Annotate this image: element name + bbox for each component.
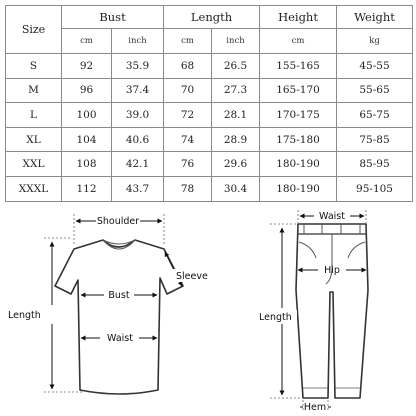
bust-inch-unit: inch bbox=[112, 29, 164, 54]
table-row bbox=[6, 152, 413, 177]
table-row bbox=[6, 176, 413, 201]
length-inch-cell: 29.6 bbox=[212, 152, 260, 177]
size-cell: XXL bbox=[6, 152, 62, 177]
length-inch-cell: 26.5 bbox=[212, 54, 260, 79]
length-inch-cell: 30.4 bbox=[212, 176, 260, 201]
bust-cm-cell: 112 bbox=[62, 176, 112, 201]
weight-unit: kg bbox=[337, 29, 413, 54]
size-chart bbox=[5, 5, 412, 202]
shoulder-label: Shoulder bbox=[96, 216, 140, 227]
sleeve-label: Sleeve bbox=[176, 271, 208, 282]
length-cm-cell: 72 bbox=[164, 103, 212, 128]
size-column-header: Size bbox=[6, 6, 62, 54]
bust-measure bbox=[81, 290, 157, 301]
bust-inch-cell: 43.7 bbox=[112, 176, 164, 201]
size-cell: M bbox=[6, 78, 62, 103]
length-inch-cell: 28.9 bbox=[212, 127, 260, 152]
waist-label: Waist bbox=[107, 333, 133, 344]
table-row bbox=[6, 78, 413, 103]
bust-inch-cell: 40.6 bbox=[112, 127, 164, 152]
bust-cm-cell: 92 bbox=[62, 54, 112, 79]
waist-measure bbox=[81, 333, 157, 344]
pants-illustration bbox=[296, 224, 368, 398]
height-header: Height bbox=[260, 6, 337, 29]
bust-inch-cell: 39.0 bbox=[112, 103, 164, 128]
height-cell: 155-165 bbox=[260, 54, 337, 79]
length-inch-cell: 28.1 bbox=[212, 103, 260, 128]
measurement-diagrams bbox=[0, 200, 416, 416]
weight-cell: 85-95 bbox=[337, 152, 413, 177]
height-cell: 180-190 bbox=[260, 176, 337, 201]
bust-header: Bust bbox=[62, 6, 164, 29]
shirt-length-measure bbox=[6, 238, 82, 392]
hem-measure bbox=[300, 400, 331, 413]
length-inch-cell: 27.3 bbox=[212, 78, 260, 103]
diagram-canvas bbox=[0, 200, 416, 416]
bust-inch-cell: 42.1 bbox=[112, 152, 164, 177]
weight-cell: 55-65 bbox=[337, 78, 413, 103]
table-row bbox=[6, 127, 413, 152]
pants-length-measure bbox=[257, 224, 302, 398]
pants-waist-label: Waist bbox=[319, 211, 345, 222]
weight-cell: 95-105 bbox=[337, 176, 413, 201]
bust-cm-unit: cm bbox=[62, 29, 112, 54]
size-cell: XL bbox=[6, 127, 62, 152]
bust-inch-cell: 35.9 bbox=[112, 54, 164, 79]
length-cm-cell: 68 bbox=[164, 54, 212, 79]
size-cell: XXXL bbox=[6, 176, 62, 201]
length-cm-cell: 78 bbox=[164, 176, 212, 201]
length-cm-cell: 70 bbox=[164, 78, 212, 103]
table-row bbox=[6, 103, 413, 128]
shoulder-measure bbox=[74, 214, 164, 244]
bust-cm-cell: 104 bbox=[62, 127, 112, 152]
length-header: Length bbox=[164, 6, 260, 29]
bust-inch-cell: 37.4 bbox=[112, 78, 164, 103]
bust-cm-cell: 108 bbox=[62, 152, 112, 177]
size-table bbox=[5, 5, 413, 202]
weight-cell: 65-75 bbox=[337, 103, 413, 128]
length-inch-unit: inch bbox=[212, 29, 260, 54]
table-units-row bbox=[6, 29, 413, 54]
weight-cell: 75-85 bbox=[337, 127, 413, 152]
height-cell: 165-170 bbox=[260, 78, 337, 103]
tshirt-illustration bbox=[55, 240, 183, 394]
bust-label: Bust bbox=[108, 290, 130, 301]
table-row bbox=[6, 54, 413, 79]
pants-length-label: Length bbox=[259, 312, 292, 323]
length-cm-cell: 76 bbox=[164, 152, 212, 177]
weight-header: Weight bbox=[337, 6, 413, 29]
hip-label: Hip bbox=[324, 265, 340, 276]
bust-cm-cell: 96 bbox=[62, 78, 112, 103]
sleeve-measure bbox=[165, 252, 208, 286]
height-cell: 170-175 bbox=[260, 103, 337, 128]
bust-cm-cell: 100 bbox=[62, 103, 112, 128]
length-cm-unit: cm bbox=[164, 29, 212, 54]
height-unit: cm bbox=[260, 29, 337, 54]
length-cm-cell: 74 bbox=[164, 127, 212, 152]
height-cell: 180-190 bbox=[260, 152, 337, 177]
weight-cell: 45-55 bbox=[337, 54, 413, 79]
size-cell: S bbox=[6, 54, 62, 79]
pants-waist-measure bbox=[298, 210, 366, 224]
height-cell: 175-180 bbox=[260, 127, 337, 152]
hem-label: Hem bbox=[303, 402, 327, 413]
hip-measure bbox=[298, 265, 366, 276]
table-header-row bbox=[6, 6, 413, 29]
size-cell: L bbox=[6, 103, 62, 128]
shirt-length-label: Length bbox=[8, 310, 41, 321]
